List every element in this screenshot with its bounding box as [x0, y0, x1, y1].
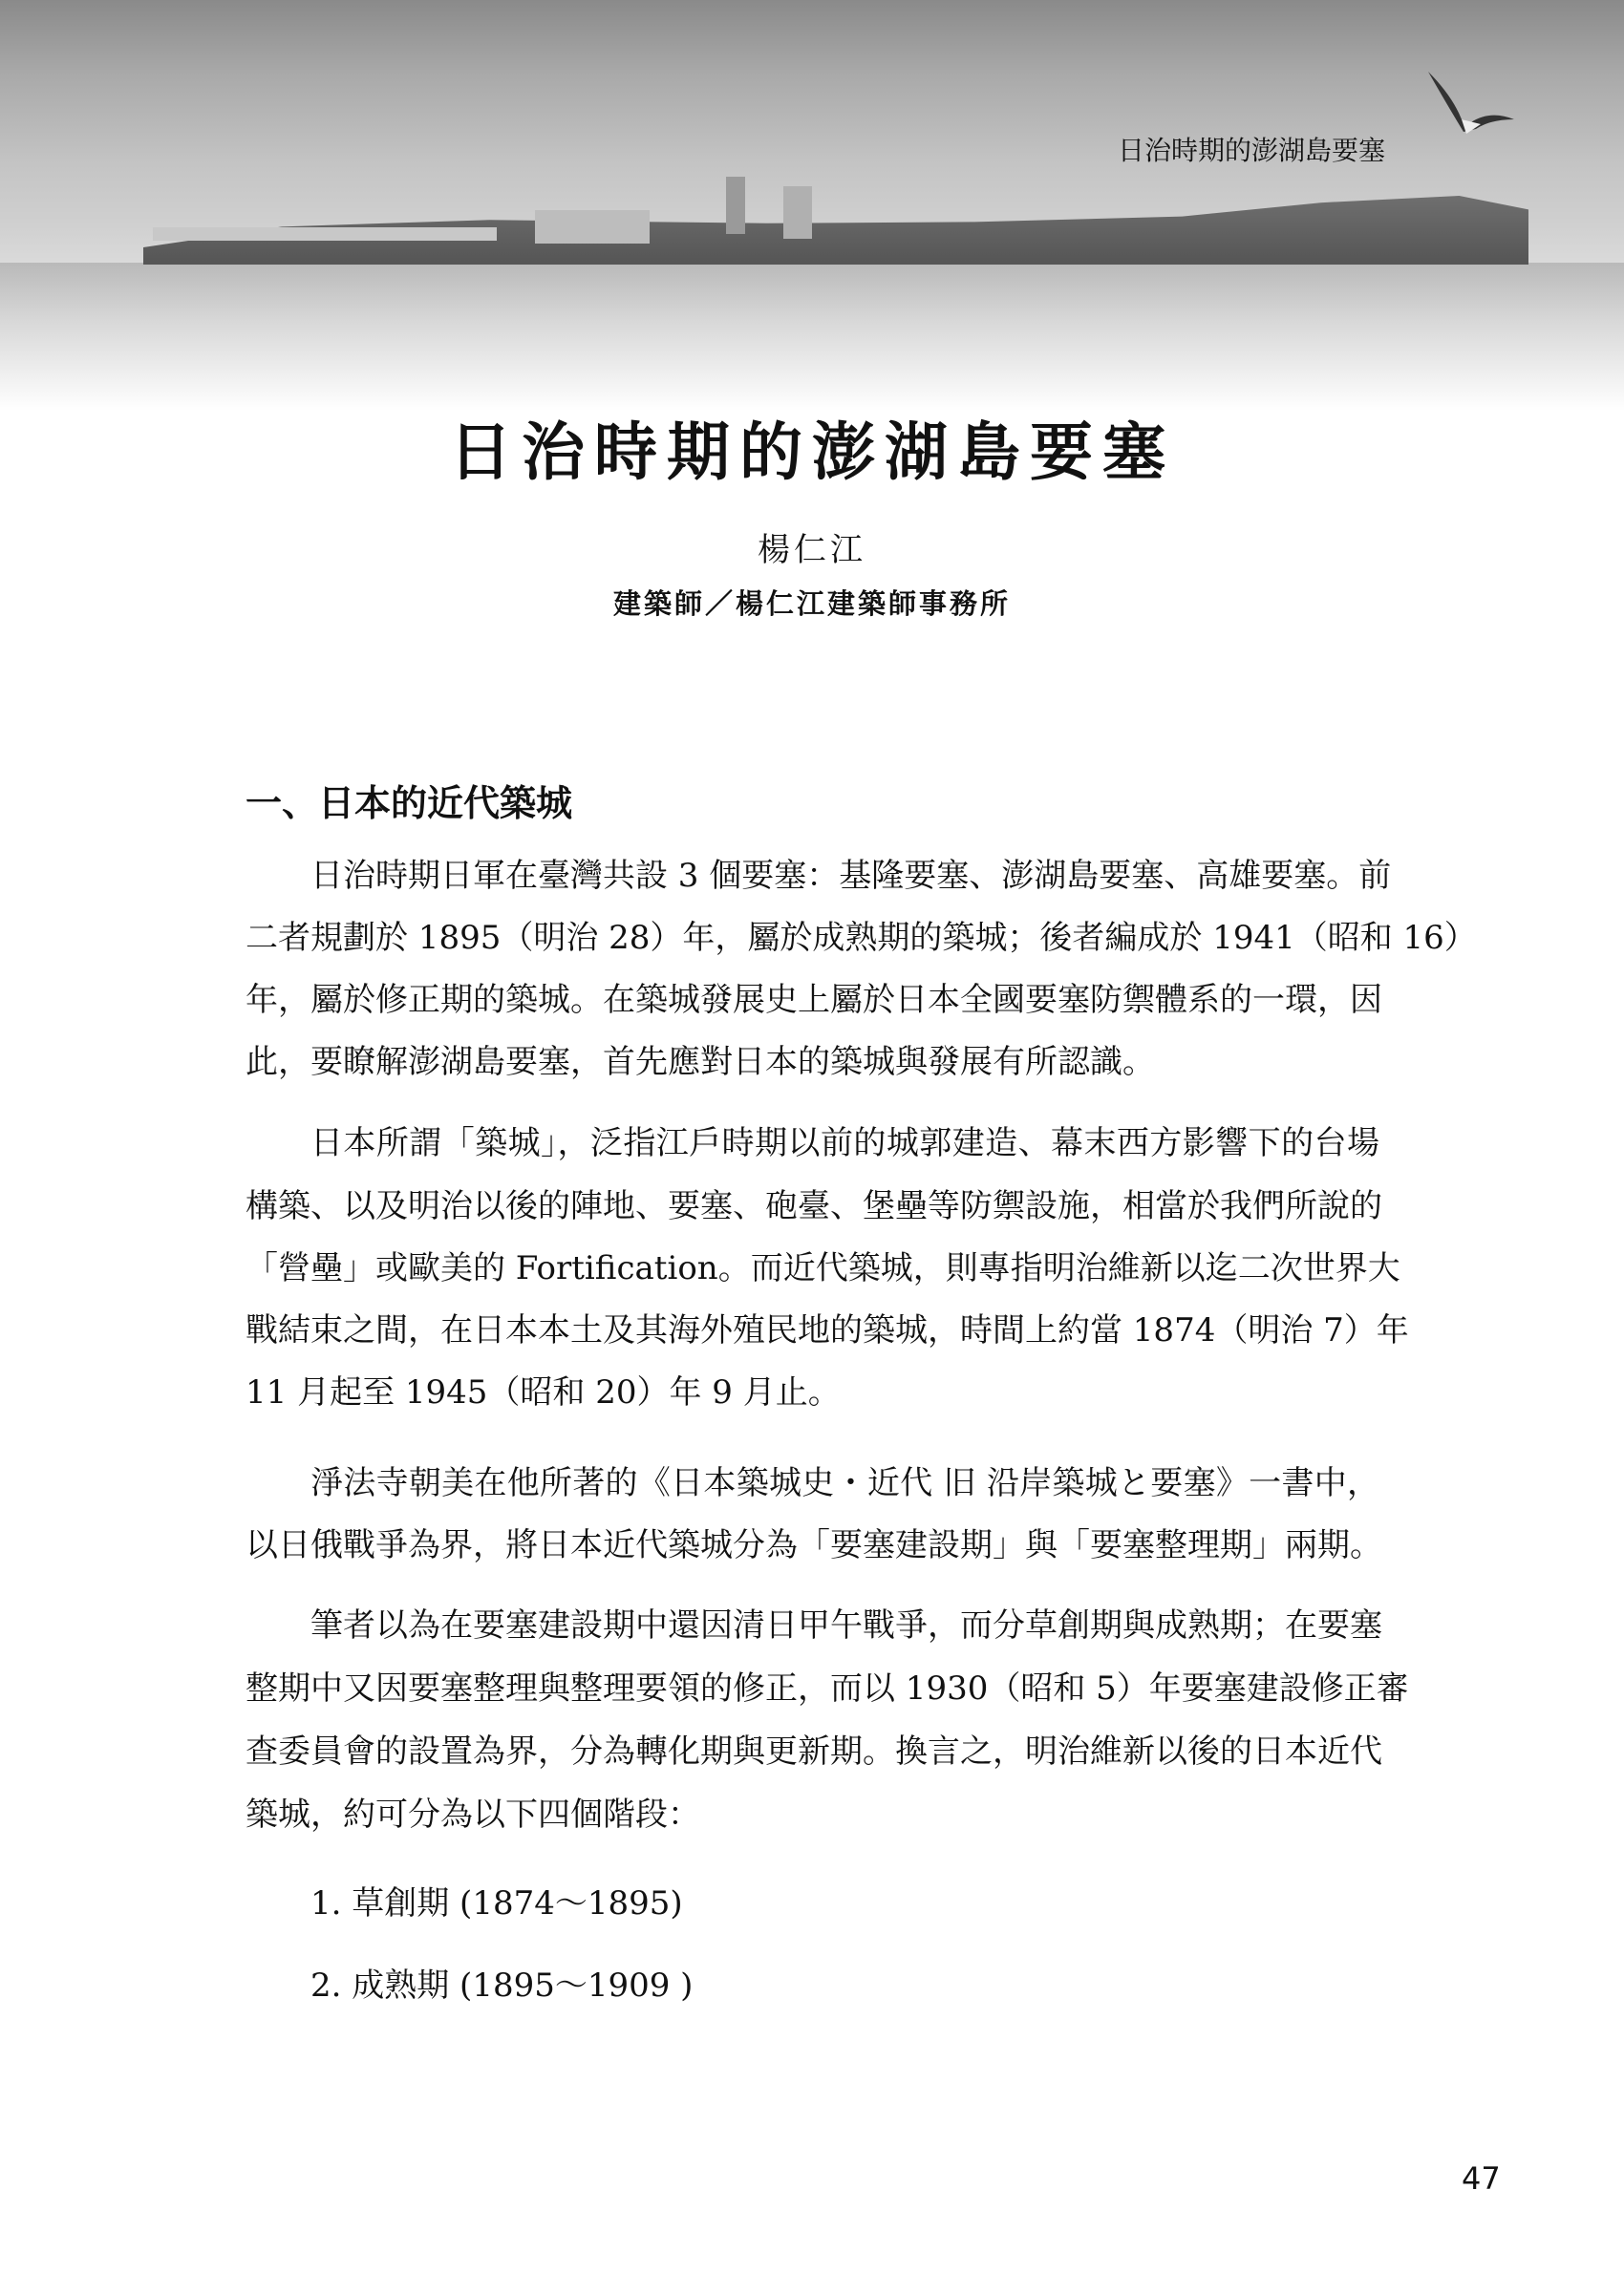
running-header: 日治時期的澎湖島要塞 [1118, 135, 1386, 166]
author-name: 楊仁江 [758, 531, 866, 569]
paragraph-line: 構築、以及明治以後的陣地、要塞、砲臺、堡壘等防禦設施，相當於我們所說的 [246, 1187, 1382, 1225]
article-title: 日治時期的澎湖島要塞 [449, 415, 1175, 489]
seagull-icon [1423, 67, 1519, 153]
paragraph-line: 「營壘」或歐美的 Fortification。而近代築城，則專指明治維新以迄二次世界大 [246, 1249, 1400, 1287]
building [535, 210, 650, 244]
paragraph-line: 二者規劃於 1895（明治 28）年，屬於成熟期的築城；後者編成於 1941（昭和 16） [246, 919, 1477, 957]
paragraph-line: 淨法寺朝美在他所著的《日本築城史・近代 旧 沿岸築城と要塞》一書中， [310, 1464, 1379, 1502]
pier [153, 227, 497, 241]
paragraph-line: 以日俄戰爭為界，將日本近代築城分為「要塞建設期」與「要塞整理期」兩期。 [246, 1526, 1382, 1564]
list-item: 2. 成熟期 (1895～1909 ) [310, 1966, 694, 2005]
paragraph-line: 年，屬於修正期的築城。在築城發展史上屬於日本全國要塞防禦體系的一環，因 [246, 981, 1382, 1019]
paragraph-line: 整期中又因要塞整理與整理要領的修正，而以 1930（昭和 5）年要塞建設修正審 [246, 1669, 1409, 1708]
paragraph-line: 戰結束之間，在日本本土及其海外殖民地的築城，時間上約當 1874（明治 7）年 [246, 1311, 1409, 1350]
tower [726, 177, 745, 234]
header-photo [0, 0, 1624, 411]
paragraph-line: 筆者以為在要塞建設期中還因清日甲午戰爭，而分草創期與成熟期；在要塞 [310, 1606, 1382, 1645]
paragraph-line: 築城，約可分為以下四個階段： [246, 1796, 700, 1834]
paragraph-line: 日治時期日軍在臺灣共設 3 個要塞：基隆要塞、澎湖島要塞、高雄要塞。前 [310, 857, 1392, 895]
paragraph-line: 此，要瞭解澎湖島要塞，首先應對日本的築城與發展有所認識。 [246, 1043, 1155, 1081]
list-item: 1. 草創期 (1874～1895) [310, 1884, 683, 1923]
sea [0, 263, 1624, 411]
paragraph-line: 查委員會的設置為界，分為轉化期與更新期。換言之，明治維新以後的日本近代 [246, 1733, 1382, 1771]
section-heading: 一、日本的近代築城 [246, 781, 573, 824]
silo [783, 186, 812, 239]
author-affiliation: 建築師／楊仁江建築師事務所 [612, 587, 1011, 620]
page-number: 47 [1462, 2160, 1501, 2197]
paragraph-line: 11 月起至 1945（昭和 20）年 9 月止。 [246, 1373, 841, 1412]
paragraph-line: 日本所謂「築城」，泛指江戶時期以前的城郭建造、幕末西方影響下的台場 [310, 1124, 1379, 1162]
